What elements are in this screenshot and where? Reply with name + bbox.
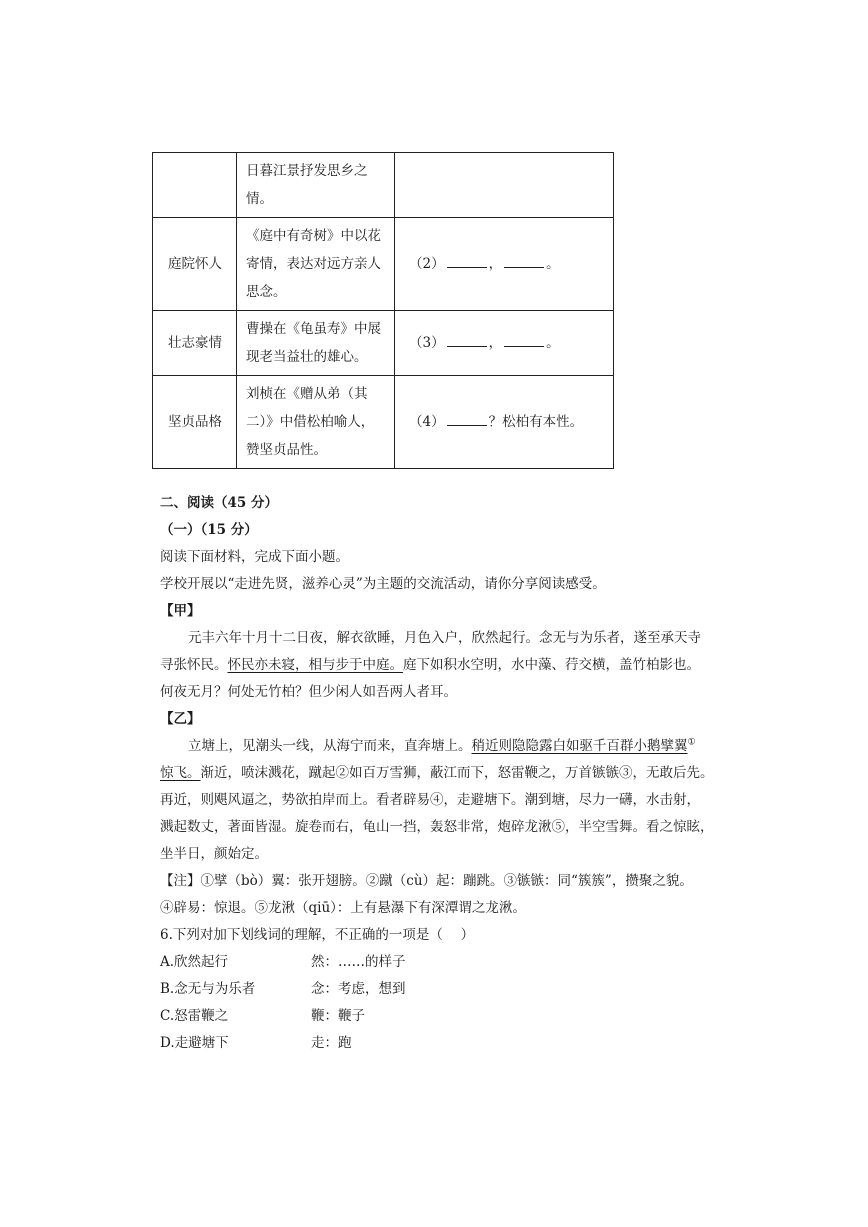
answer-blank[interactable] [447,334,487,347]
underlined-phrase: 惊飞。 [160,765,201,781]
option-explanation: 走：跑 [311,1035,352,1051]
reading-section [160,490,720,1057]
answer-separator: ， [488,256,503,272]
category-cell [153,153,237,218]
passage-yi-line [160,787,720,814]
passage-text: 再近，则飓风逼之，势欲拍岸而上。看者辟易④，走避塘下。潮到塘，尽力一礴，水击射， [160,792,700,808]
passage-yi-line [160,733,720,760]
option-label: B.念无与为乐者 [160,981,256,997]
theme-table [152,152,614,469]
answer-blank[interactable] [447,413,487,426]
answer-separator: ， [488,335,503,351]
answer-blank[interactable] [504,334,544,347]
answer-cell [395,153,614,218]
option-explanation: 念：考虑，想到 [311,981,406,997]
option-label: A.欣然起行 [160,954,229,970]
passage-text: 庭下如积水空明，水中藻、荇交横，盖竹柏影也。 [403,657,700,673]
category-cell: 坚贞品格 [153,376,237,469]
option-row[interactable] [160,1030,720,1057]
table-row [153,218,614,311]
content-cell: 刘桢在《赠从弟（其二）》中借松柏喻人，赞坚贞品性。 [237,376,395,469]
passage-text: 渐近，喷沫溅花，蹴起②如百万雪狮，蔽江而下，怒雷鞭之，万首镞镞③，无敢后先。 [200,765,714,781]
notes-line: 【注】①擘（bò）翼：张开翅膀。②蹴（cù）起：蹦跳。③镞镞：同“簇簇”，攒聚之貌。 [160,873,693,889]
intro-text: 学校开展以“走进先贤，滋养心灵”为主题的交流活动，请你分享阅读感受。 [160,576,606,592]
answer-blank[interactable] [504,255,544,268]
notes-line: ④辟易：惊退。⑤龙湫（qiū）：上有悬瀑下有深潭谓之龙湫。 [160,900,526,916]
answer-cell [395,376,614,469]
answer-cell [395,311,614,376]
passage-jia-line [160,625,720,652]
option-explanation: 鞭：鞭子 [311,1008,365,1024]
answer-suffix: ？松柏有本性。 [488,414,584,430]
passage-jia-label: 【甲】 [160,603,201,619]
passage-text: 溅起数丈，著面皆湿。旋卷而右，龟山一挡，轰怒非常，炮碎龙湫⑤，半空雪舞。看之惊眩， [160,819,714,835]
content-cell: 日暮江景抒发思乡之情。 [237,153,395,218]
passage-yi-line [160,814,720,841]
sub-section-title: （一）（15 分） [160,522,258,538]
table-row [153,376,614,469]
passage-text: 何夜无月？何处无竹柏？但少闲人如吾两人者耳。 [160,684,457,700]
option-explanation: 然：……的样子 [311,954,406,970]
passage-jia-line [160,679,720,706]
passage-text: 立塘上，见潮头一线，从海宁而来，直奔塘上。 [188,738,472,754]
answer-cell [395,218,614,311]
option-row[interactable] [160,1003,720,1030]
content-cell: 《庭中有奇树》中以花寄情，表达对远方亲人思念。 [237,218,395,311]
option-row[interactable] [160,976,720,1003]
underlined-phrase: 稍近则隐隐露白如驱千百群小鹅擘翼 [471,738,688,754]
category-cell: 壮志豪情 [153,311,237,376]
passage-yi-label: 【乙】 [160,711,201,727]
option-label: C.怒雷鞭之 [160,1008,229,1024]
passage-jia-line [160,652,720,679]
category-cell: 庭院怀人 [153,218,237,311]
table-row [153,153,614,218]
question-stem: 6.下列对加下划线词的理解，不正确的一项是（ ） [160,927,475,943]
underlined-phrase: 怀民亦未寝，相与步于中庭。 [227,657,403,673]
answer-number: （4） [409,414,445,430]
answer-number: （3） [409,335,445,351]
option-label: D.走避塘下 [160,1035,229,1051]
option-row[interactable] [160,949,720,976]
passage-yi-line [160,841,720,868]
passage-text: 元丰六年十月十二日夜，解衣欲睡，月色入户，欣然起行。念无与为乐者，遂至承天寺 [188,630,701,646]
passage-yi-line [160,760,720,787]
answer-suffix: 。 [546,335,560,351]
answer-number: （2） [409,256,445,272]
passage-text: 寻张怀民。 [160,657,228,673]
answer-suffix: 。 [546,256,560,272]
passage-text: 坐半日，颜始定。 [160,846,268,862]
footnote-marker: ① [687,737,696,748]
section-title: 二、阅读（45 分） [160,495,278,511]
answer-blank[interactable] [447,255,487,268]
instruction-text: 阅读下面材料，完成下面小题。 [160,549,349,565]
content-cell: 曹操在《龟虽寿》中展现老当益壮的雄心。 [237,311,395,376]
table-row [153,311,614,376]
